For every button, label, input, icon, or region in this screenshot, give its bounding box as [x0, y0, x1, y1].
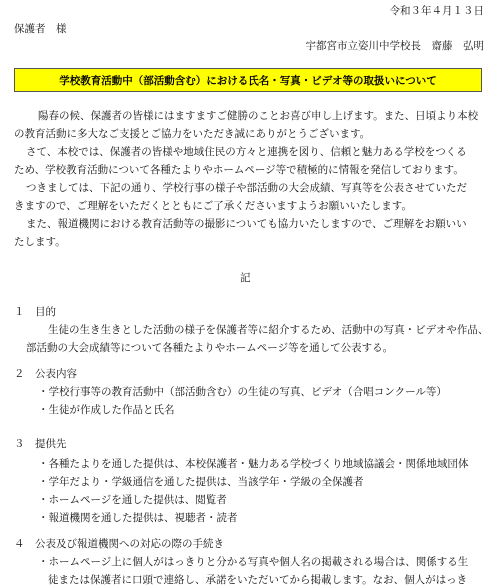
- recipient: 保護者 様: [14, 23, 67, 35]
- section-line: 徒または保護者に口頭で連絡し、承諾をいただいてから掲載します。なお、個人がはっき: [48, 574, 468, 586]
- section-heading: ３ 提供先: [14, 438, 67, 450]
- section-line: 生徒の生き生きとした活動の様子を保護者等に紹介するため、活動中の写真・ビデオや作品、: [48, 324, 489, 336]
- section-heading: ２ 公表内容: [14, 368, 77, 380]
- section-line: ・学校行事等の教育活動中（部活動含む）の生徒の写真、ビデオ（合唱コンクール等）: [38, 386, 447, 398]
- section-line: 部活動の大会成績等について各種たよりやホームページ等を通して公表する。: [26, 342, 394, 354]
- intro-line: たします。: [14, 236, 66, 248]
- ki-heading: 記: [240, 272, 251, 284]
- document-title-box: [14, 68, 482, 92]
- letter-date: 令和３年４月１３日: [389, 5, 484, 17]
- section-line: ・ホームページを通した提供は、閲覧者: [38, 494, 227, 506]
- intro-line: つきましては、下記の通り、学校行事の様子や部活動の大会成績、写真等を公表させていただ: [26, 182, 467, 194]
- section-line: ・各種たよりを通した提供は、本校保護者・魅力ある学校づくり地域協議会・関係地域団体: [38, 458, 469, 470]
- intro-line: 陽春の候、保護者の皆様にはますますご健勝のことお喜び申し上げます。また、日頃より本校: [38, 110, 479, 122]
- intro-line: また、報道機関における教育活動等の撮影についても協力いたしますので、ご理解をお願いい: [26, 218, 467, 230]
- section-heading: ４ 公表及び報道機関への対応の際の手続き: [14, 538, 224, 550]
- section-heading: １ 目的: [14, 306, 56, 318]
- intro-line: の教育活動に多大なご支援とご協力をいただき誠にありがとうございます。: [14, 128, 371, 140]
- sender: 宇都宮市立姿川中学校長 齋藤 弘明: [305, 40, 484, 52]
- intro-line: ため、学校教育活動について各種たよりやホームページ等で積極的に情報を発信しております。: [14, 164, 464, 176]
- section-line: ・生徒が作成した作品と氏名: [38, 404, 175, 416]
- section-line: ・ホームページ上に個人がはっきりと分かる写真や個人名の掲載される場合は、関係する生: [38, 556, 469, 568]
- intro-line: きますので、ご理解をいただくとともにご了承くださいますようお願いいたします。: [14, 200, 412, 212]
- intro-line: さて、本校では、保護者の皆様や地域住民の方々と連携を図り、信頼と魅力ある学校をつくる: [26, 146, 467, 158]
- section-line: ・学年だより・学級通信を通した提供は、当該学年・学級の全保護者: [38, 476, 364, 488]
- document-title: 学校教育活動中（部活動含む）における氏名・写真・ビデオ等の取扱いについて: [59, 74, 437, 87]
- section-line: ・報道機関を通した提供は、視聴者・読者: [38, 512, 238, 524]
